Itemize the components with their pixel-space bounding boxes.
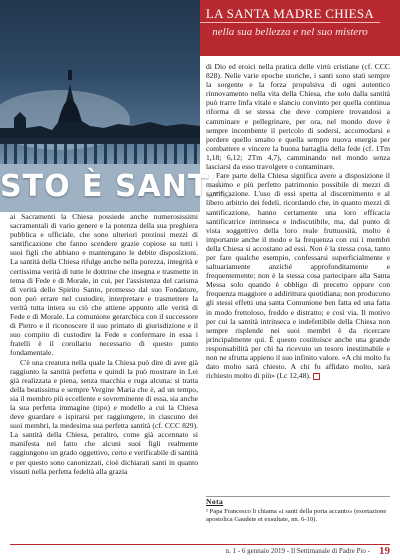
footer-issue-info: n. 1 - 6 gennaio 2019 - Il Settimanale di Padre Pio - xyxy=(225,547,370,555)
section-subtitle: nella sua bellezza e nel suo mistero xyxy=(212,26,368,38)
right-column xyxy=(206,62,390,380)
page-footer xyxy=(0,544,400,560)
right-paragraph-2-text: Fare parte della Chiesa significa avere a disposizione il massimo e più perfetto patrimonio possibile di mezzi di santificazione. L'uso di essi spetta al discernimento e al libero arbitrio dei fedeli, ricordando che, in quanto mezzi di santificazione, hanno certamente una loro efficacia santificatrice intrinseca e indiscutibile, ma, dal punto di vista soggettivo della loro reale fruttuosità, molto è importante anche il modo e la frequenza con cui i membri della Chiesa si accostano ad essi. Non è la stessa cosa, tanto per fare qualche esempio, confessarsi superficialmente e saltuariamente anziché approfonditamente e frequentemente; non è la stessa cosa partecipare alla Santa Messa solo quando è obbligo di precetto oppure con frequenza maggiore o addirittura quotidiana; non producono gli stessi effetti una santa Comunione ben fatta ed una fatta in modo frettoloso, freddo e distratto; e così via. Il motivo per cui la santità intrinseca e indefettibile della Chiesa non sempre risplende nei suoi membri è da ricercare principalmente qui. È questo costituisce anche una grande responsabilità per chi ha ricevuto un tesoro inestimabile e non ne sfrutta appieno il suo infinito valore. «A chi molto fu dato molto sarà chiesto. A chi fu affidato molto, sarà richiesto molto di più» (Lc 12,48). xyxy=(206,171,390,381)
section-title: LA SANTA MADRE CHIESA xyxy=(205,6,375,21)
right-paragraph-2 xyxy=(206,171,390,380)
left-paragraph-1: ai Sacramenti la Chiesa possiede anche numerosissimi sacramentali di vario genere e la potenza della sua preghiera pubblica e ufficiale, che sono ulteriori preziosi mezzi di santificazione che fanno scendere grazie copiose su tutti i suoi figli che abbiano e mantengano le debite disposizioni. La santità della Chiesa rifulge anche nella purezza, integrità e certissima verità di tutte le dottrine che insegna e trasmette in tema di Fede e di Morale, in cui, per l'assistenza del carisma di verità dello Spirito Santo, promesso dal suo Fondatore, non può errare nel custodire, interpretare e trasmettere la verità tutta intera su ciò che attiene appunto alle verità di Fede e di Morale. La comunione gerarchica con il successore di Pietro e il riconoscere il suo primato di giurisdizione e il suo compito di custodire la Fede e confermare in essa i fratelli è il corollario necessario di questo punto fondamentale. xyxy=(10,212,198,358)
header-divider xyxy=(200,22,380,23)
notes-title: Nota xyxy=(206,497,224,506)
notes-divider xyxy=(206,496,390,497)
left-column xyxy=(10,212,198,476)
end-of-article-icon xyxy=(313,373,320,380)
cathedral-photo xyxy=(0,0,232,212)
footer-divider xyxy=(10,544,390,545)
right-paragraph-1: di Dio ed eroici nella pratica delle virtù cristiane (cf. CCC 828). Nelle varie epoche storiche, i santi sono stati sempre la sorgente e la forza propulsiva di ogni autentico rinnovamento nella vita della Chiesa, che solo dalla santità può trarre linfa vitale e slancio convinto per quella continua riforma di se stessa che deve compiere trovandosi a camminare e pellegrinare, per ora, nel mondo dove è sempre incombente il pericolo di sodersi, accomodarsi e perdere quello smalto e quella sempre nuova energia per combattere e vincere la buona battaglia della fede (cf. 1Tm 1,18; 6,12; 2Tm 4,7), camminando nel mondo senza lasciarsi da esso travolgere o contaminare. xyxy=(206,62,390,172)
left-paragraph-2: C'è una creatura nella quale la Chiesa può dire di aver già raggiunto la santità perfetta e quindi la può mostrare in Lei già realizzata e piena, senza macchia e ruga alcuna: si tratta della beatissima e sempre Vergine Maria che è, ad un tempo, sia il membro più eccellente e sovreminente di essa, sia anche la sua perfetta immagine (tipo) e modello a cui la Chiesa deve guardare e ispirarsi per raggiungere, in ciascuno dei suoi membri, la medesima sua perfetta santità (cf. CCC 829). La santità della Chiesa, peraltro, come già accennato si manifesta nel fatto che alcuni suoi figli realmente raggiungono un grado oggettivo, certo e verificabile di santità e per questo sono canonizzati, cioè dichiarati santi in quanto vissuti nella perfetta fedeltà alla grazia xyxy=(10,357,198,476)
footnote: ¹ Papa Francesco li chiama «i santi della porta accanto» (esortazione apostolica Gaudete et exsultate, nn. 6-10). xyxy=(206,508,387,523)
photo-caption: STO È SANTA xyxy=(0,169,232,204)
page-number: 19 xyxy=(379,545,390,557)
